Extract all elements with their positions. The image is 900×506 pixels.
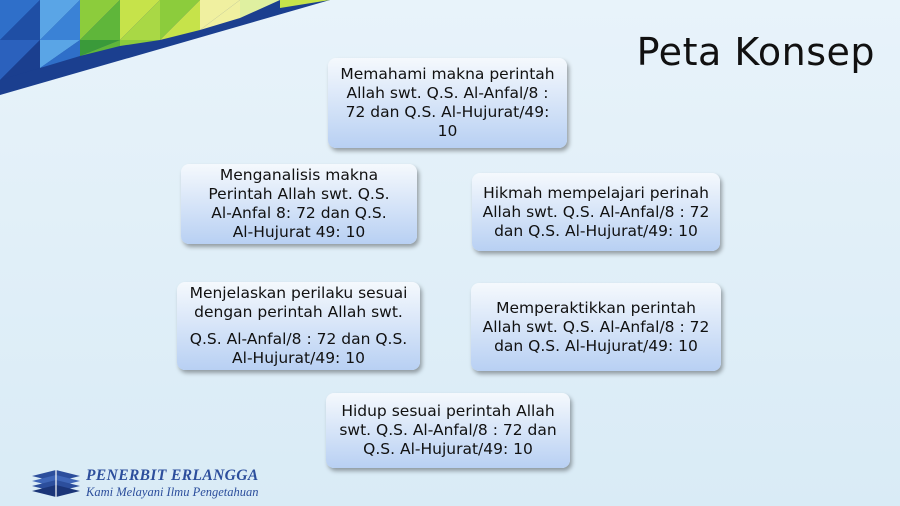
concept-line: dan Q.S. Al-Hujurat/49: 10 xyxy=(494,336,698,355)
triangle-pattern-icon xyxy=(0,0,330,95)
erlangga-book-logo-icon xyxy=(30,468,82,498)
concept-line: Al-Hujurat 49: 10 xyxy=(232,223,366,241)
concept-box-mempraktikkan xyxy=(471,283,721,371)
publisher-logo xyxy=(30,466,300,502)
concept-line: Menganalisis makna xyxy=(219,166,379,184)
concept-line: dengan perintah Allah swt. xyxy=(194,303,403,321)
concept-line: Allah swt. Q.S. Al-Anfal/8 : 72 xyxy=(482,202,710,221)
concept-line: Hidup sesuai perintah Allah xyxy=(341,402,555,420)
concept-line: Menjelaskan perilaku sesuai xyxy=(189,284,408,302)
publisher-name: PENERBIT ERLANGGA xyxy=(86,467,259,484)
concept-box-memahami xyxy=(328,58,567,148)
concept-box-hikmah xyxy=(472,173,720,251)
concept-line: Memahami makna perintah xyxy=(340,65,555,83)
concept-line: Al-Hujurat/49: 10 xyxy=(232,349,365,367)
concept-line: Hikmah mempelajari perinah xyxy=(483,183,709,202)
concept-line: Perintah Allah swt. Q.S. xyxy=(208,185,390,203)
concept-line: dan Q.S. Al-Hujurat/49: 10 xyxy=(494,221,698,240)
concept-line: Al-Anfal 8: 72 dan Q.S. xyxy=(211,204,387,222)
concept-line: Memperaktikkan perintah xyxy=(496,298,696,317)
page-title: Peta Konsep xyxy=(636,30,875,74)
concept-line: 72 dan Q.S. Al-Hujurat/49: xyxy=(345,103,550,121)
concept-line: swt. Q.S. Al-Anfal/8 : 72 dan xyxy=(339,421,557,439)
concept-line: Q.S. Al-Anfal/8 : 72 dan Q.S. xyxy=(189,330,408,348)
concept-line: Allah swt. Q.S. Al-Anfal/8 : xyxy=(346,84,549,102)
publisher-tagline: Kami Melayani Ilmu Pengetahuan xyxy=(86,485,259,499)
concept-line: 10 xyxy=(437,122,458,140)
concept-line: Q.S. Al-Hujurat/49: 10 xyxy=(363,440,533,458)
concept-box-menganalisis xyxy=(181,164,417,244)
concept-box-menjelaskan xyxy=(177,282,420,370)
concept-line: Allah swt. Q.S. Al-Anfal/8 : 72 xyxy=(482,317,710,336)
concept-box-hidup-sesuai xyxy=(326,393,570,468)
